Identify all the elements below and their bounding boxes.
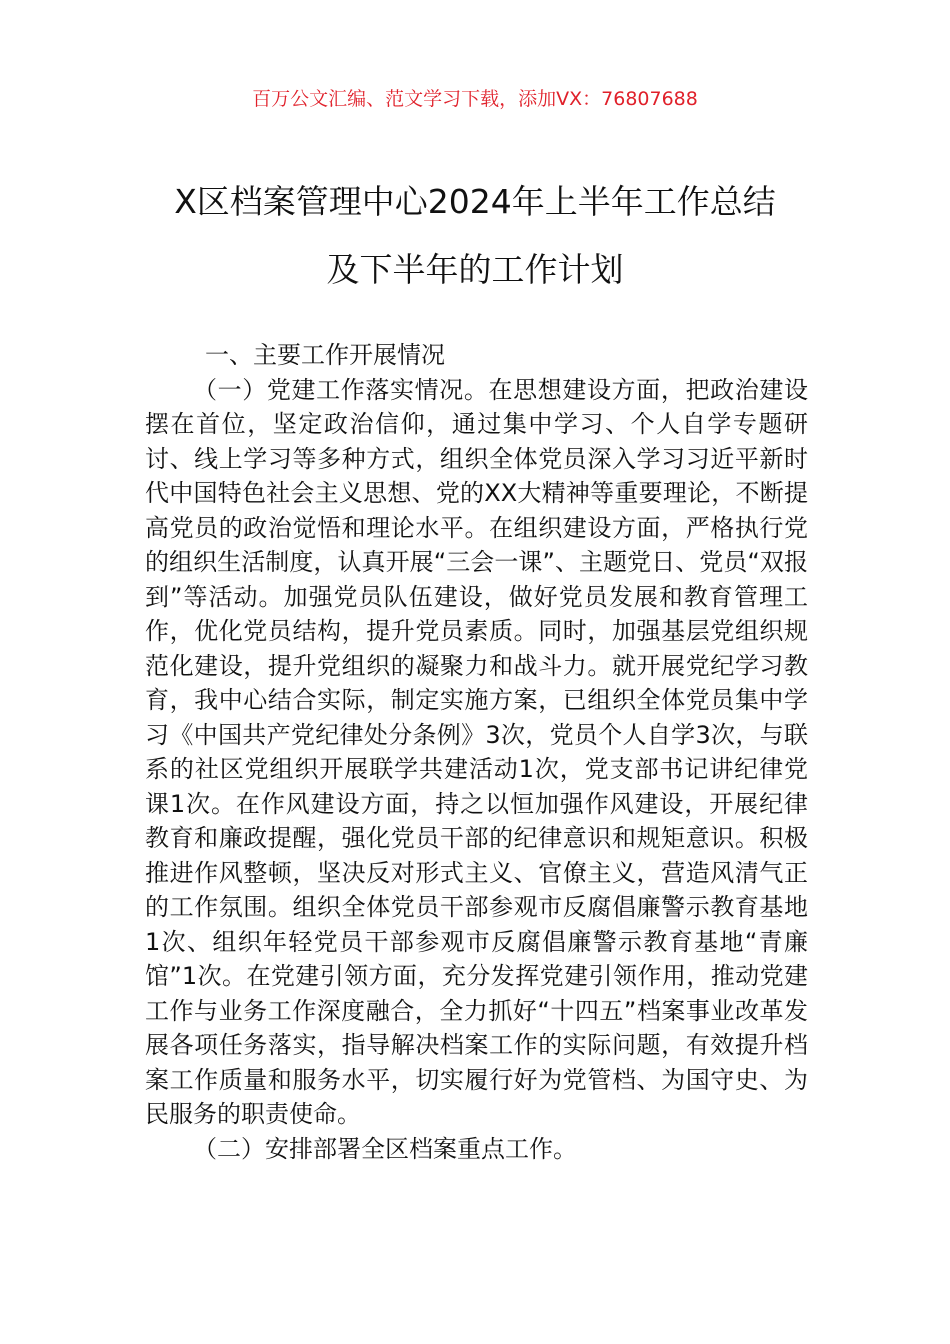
document-title-line-2: 及下半年的工作计划 [326, 250, 624, 289]
section-heading: 一、主要工作开展情况 [205, 341, 445, 369]
document-body [145, 338, 808, 1166]
document-title-line-1: X区档案管理中心2024年上半年工作总结 [174, 182, 776, 221]
header-watermark-note: 百万公文汇编、范文学习下载，添加VX：76807688 [252, 88, 698, 110]
paragraph-party-building: （一）党建工作落实情况。在思想建设方面，把政治建设摆在首位，坚定政治信仰，通过集中学习、个人自学专题研讨、线上学习等多种方式，组织全体党员深入学习习近平新时代中国特色社会主义思想、党的XX大精神等重要理论，不断提高党员的政治觉悟和理论水平。在组织建设方面，严格执行党的组织生活制度，认真开展“三会一课”、主题党日、党员“双报到”等活动。加强党员队伍建设，做好党员发展和教育管理工作，优化党员结构，提升党员素质。同时，加强基层党组织规范化建设，提升党组织的凝聚力和战斗力。就开展党纪学习教育，我中心结合实际，制定实施方案，已组织全体党员集中学习《中国共产党纪律处分条例》3次，党员个人自学3次，与联系的社区党组织开展联学共建活动1次，党支部书记讲纪律党课1次。在作风建设方面，持之以恒加强作风建设，开展纪律教育和廉政提醒，强化党员干部的纪律意识和规矩意识。积极推进作风整顿，坚决反对形式主义、官僚主义，营造风清气正的工作氛围。组织全体党员干部参观市反腐倡廉警示教育基地1次、组织年轻党员干部参观市反腐倡廉警示教育基地“青廉馆”1次。在党建引领方面，充分发挥党建引领作用，推动党建工作与业务工作深度融合，全力抓好“十四五”档案事业改革发展各项任务落实，指导解决档案工作的实际问题，有效提升档案工作质量和服务水平，切实履行好为党管档、为国守史、为民服务的职责使命。 [145, 375, 808, 1128]
paragraph-archive-work-heading: （二）安排部署全区档案重点工作。 [193, 1134, 577, 1163]
